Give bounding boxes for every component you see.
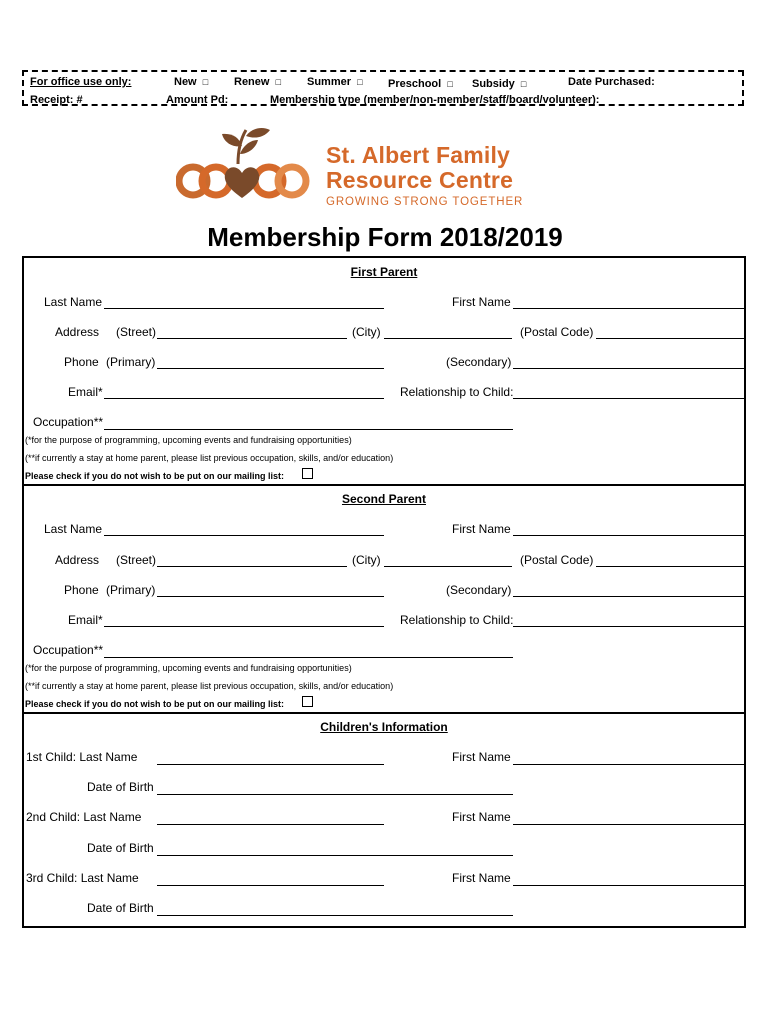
child2-last-name-label: 2nd Child: Last Name [26,810,142,824]
child1-dob-label: Date of Birth [87,780,154,794]
receipt-label: Receipt: # [30,94,83,106]
occupation-label: Occupation** [33,643,104,657]
occupation-label: Occupation** [33,415,104,429]
new-checkbox[interactable]: □ [202,77,209,87]
child3-dob-field[interactable] [157,915,513,916]
logo-line-1: St. Albert Family [326,142,511,168]
child3-first-name-field[interactable] [513,885,745,886]
relationship-label: Relationship to Child: [400,613,514,627]
new-label: New □ [174,76,209,88]
email-label: Email* [68,613,103,627]
second-parent-heading: Second Parent [341,492,427,506]
logo-line-2: Resource Centre [326,167,514,193]
child1-last-name-field[interactable] [157,764,384,765]
child1-first-name-field[interactable] [513,764,745,765]
mailing-list-checkbox[interactable] [302,468,313,479]
phone-label: Phone [64,355,99,369]
relationship-field[interactable] [513,626,745,627]
relationship-field[interactable] [513,398,745,399]
page-title: Membership Form 2018/2019 [207,222,563,252]
street-field[interactable] [157,566,347,567]
street-label: (Street) [116,553,157,567]
phone-label: Phone [64,583,99,597]
summer-checkbox[interactable]: □ [357,77,363,87]
child2-first-name-field[interactable] [513,824,745,825]
child3-last-name-label: 3rd Child: Last Name [26,871,139,885]
summer-label: Summer □ [307,76,363,88]
city-label: (City) [352,553,381,567]
section-divider [22,712,746,714]
street-label: (Street) [116,325,157,339]
secondary-phone-field[interactable] [513,368,745,369]
mailing-list-label: Please check if you do not wish to be put on our mailing list: [25,471,285,481]
primary-phone-label: (Primary) [106,355,156,369]
subsidy-checkbox[interactable]: □ [520,79,527,89]
first-name-label: First Name [452,295,511,309]
postal-code-field[interactable] [596,566,745,567]
last-name-field[interactable] [104,535,384,536]
street-field[interactable] [157,338,347,339]
section-divider [22,484,746,486]
email-label: Email* [68,385,103,399]
occupation-field[interactable] [104,657,513,658]
child2-first-name-label: First Name [452,810,511,824]
first-name-field[interactable] [513,535,745,536]
email-field[interactable] [104,626,384,627]
child3-dob-label: Date of Birth [87,901,154,915]
child2-last-name-field[interactable] [157,824,384,825]
last-name-label: Last Name [44,522,103,536]
preschool-label: Preschool □ [388,78,453,90]
child1-dob-field[interactable] [157,794,513,795]
child2-dob-field[interactable] [157,855,513,856]
footnote-occupation: (**if currently a stay at home parent, please list previous occupation, skills, and/or education) [25,681,394,691]
email-field[interactable] [104,398,384,399]
date-purchased-label: Date Purchased: [568,76,655,88]
secondary-phone-label: (Secondary) [446,355,512,369]
child1-first-name-label: First Name [452,750,511,764]
logo-icon [176,124,316,202]
subsidy-label: Subsidy □ [472,78,527,90]
child1-last-name-label: 1st Child: Last Name [26,750,138,764]
child2-dob-label: Date of Birth [87,841,154,855]
amount-pd-label: Amount Pd: [166,94,229,106]
footnote-purpose: (*for the purpose of programming, upcoming events and fundraising opportunities) [25,663,352,673]
footnote-purpose: (*for the purpose of programming, upcoming events and fundraising opportunities) [25,435,352,445]
renew-checkbox[interactable]: □ [275,77,282,87]
footnote-occupation: (**if currently a stay at home parent, please list previous occupation, skills, and/or education) [25,453,394,463]
office-use-label: For office use only: [30,76,132,88]
first-name-label: First Name [452,522,511,536]
primary-phone-label: (Primary) [106,583,156,597]
renew-label: Renew □ [234,76,282,88]
relationship-label: Relationship to Child: [400,385,514,399]
address-label: Address [55,553,100,567]
first-parent-heading: First Parent [350,265,418,279]
child3-first-name-label: First Name [452,871,511,885]
city-label: (City) [352,325,381,339]
mailing-list-checkbox[interactable] [302,696,313,707]
primary-phone-field[interactable] [157,368,384,369]
last-name-label: Last Name [44,295,103,309]
postal-code-field[interactable] [596,338,745,339]
membership-type-label: Membership type (member/non-member/staff/board/volunteer): [270,94,600,106]
secondary-phone-field[interactable] [513,596,745,597]
office-use-box [22,70,744,106]
mailing-list-label: Please check if you do not wish to be put on our mailing list: [25,699,285,709]
city-field[interactable] [384,338,512,339]
primary-phone-field[interactable] [157,596,384,597]
postal-code-label: (Postal Code) [520,325,594,339]
occupation-field[interactable] [104,429,513,430]
postal-code-label: (Postal Code) [520,553,594,567]
address-label: Address [55,325,100,339]
secondary-phone-label: (Secondary) [446,583,512,597]
logo-tagline: GROWING STRONG TOGETHER [326,196,524,208]
child3-last-name-field[interactable] [157,885,384,886]
first-name-field[interactable] [513,308,745,309]
logo-wordmark [326,143,513,193]
children-heading: Children's Information [320,720,448,734]
last-name-field[interactable] [104,308,384,309]
city-field[interactable] [384,566,512,567]
preschool-checkbox[interactable]: □ [447,79,453,89]
